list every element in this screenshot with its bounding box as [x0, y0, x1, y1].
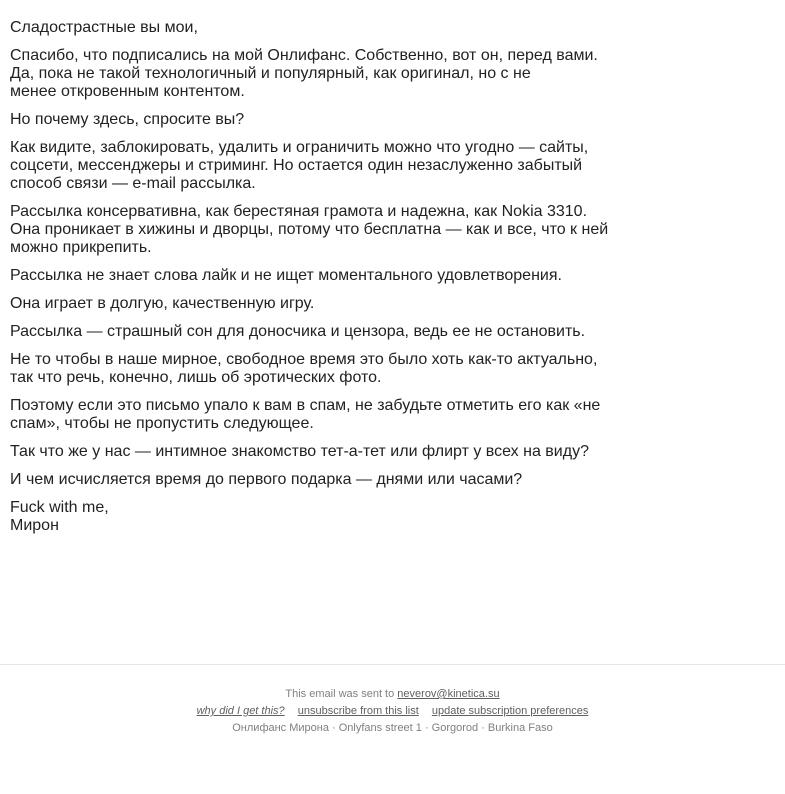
paragraph-intro: Спасибо, что подписались на мой Онлифанс. Собственно, вот он, перед вами. Да, пока не такой технологичный и популярный, как оригинал, но с не менее откровенным контентом. [10, 47, 598, 100]
paragraph-intimate: Так что же у нас — интимное знакомство тет-а-тет или флирт у всех на виду? [10, 443, 589, 460]
recipient-email-link[interactable]: neverov@kinetica.su [397, 688, 500, 700]
footer-divider [0, 664, 785, 665]
unsubscribe-link[interactable]: unsubscribe from this list [297, 705, 419, 717]
why-link[interactable]: why did I get this? [196, 705, 285, 717]
signoff: Fuck with me, Мирон [10, 499, 109, 534]
paragraph-long-game: Она играет в долгую, качественную игру. [10, 295, 315, 312]
paragraph-conservative: Рассылка консервативна, как берестяная грамота и надежна, как Nokia 3310. Она проникает в хижины и дворцы, потому что бесплатна — как и все, что к ней можно прикрепить. [10, 203, 609, 256]
email-body [10, 19, 630, 545]
paragraph-spam: Поэтому если это письмо упало к вам в спам, не забудьте отметить его как «не спам», чтобы не пропустить следующее. [10, 397, 601, 432]
sender-address: Онлифанс Мирона · Onlyfans street 1 · Gorgorod · Burkina Faso [232, 722, 553, 734]
sent-to-text: This email was sent to [285, 688, 395, 700]
paragraph-question: Но почему здесь, спросите вы? [10, 111, 245, 128]
paragraph-censor: Рассылка — страшный сон для доносчика и цензора, ведь ее не остановить. [10, 323, 586, 340]
paragraph-gift: И чем исчисляется время до первого подарка — днями или часами? [10, 471, 523, 488]
paragraph-no-likes: Рассылка не знает слова лайк и не ищет моментального удовлетворения. [10, 267, 562, 284]
sent-to-line [0, 686, 785, 703]
paragraph-blocking: Как видите, заблокировать, удалить и ограничить можно что угодно — сайты, соцсети, мессенджеры и стриминг. Но остается один незаслуженно забытый способ связи — e-mail рассылка. [10, 139, 589, 192]
greeting: Сладострастные вы мои, [10, 19, 198, 36]
footer-links [0, 703, 785, 720]
update-preferences-link[interactable]: update subscription preferences [431, 705, 589, 717]
email-footer [0, 686, 785, 737]
paragraph-photos: Не то чтобы в наше мирное, свободное время это было хоть как-то актуально, так что речь, конечно, лишь об эротических фото. [10, 351, 598, 386]
